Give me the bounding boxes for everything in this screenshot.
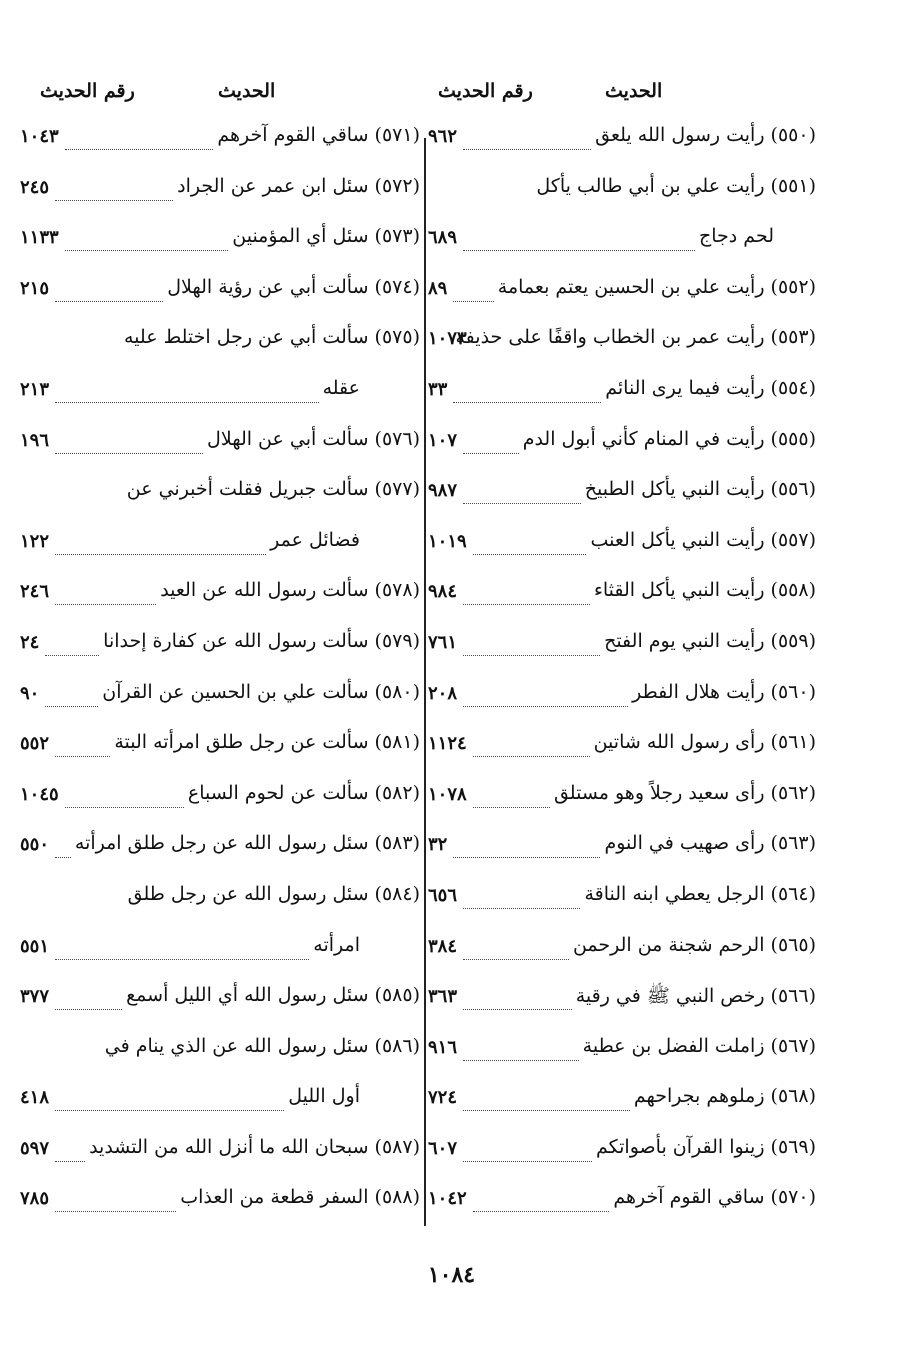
index-entry bbox=[20, 422, 420, 473]
entry-number: ٢٤٥ bbox=[20, 176, 50, 198]
entry-text: فضائل عمر bbox=[270, 528, 360, 551]
entry-text: (٥٦٩) زينوا القرآن بأصواتكم bbox=[596, 1135, 816, 1158]
entry-text: (٥٥٤) رأيت فيما يرى النائم bbox=[605, 376, 816, 399]
dot-leader bbox=[473, 1211, 610, 1212]
entry-text: (٥٥٣) رأيت عمر بن الخطاب واقفًا على حذيفة bbox=[455, 326, 816, 349]
dot-leader bbox=[45, 706, 98, 707]
dot-leader bbox=[55, 554, 266, 555]
dot-leader bbox=[65, 149, 214, 150]
index-entry bbox=[428, 725, 816, 776]
entry-text: (٥٥٢) رأيت علي بن الحسين يعتم بعمامة bbox=[497, 275, 816, 298]
dot-leader bbox=[45, 655, 99, 656]
index-entry bbox=[428, 675, 816, 726]
index-entry bbox=[20, 928, 420, 979]
entry-text: (٥٦٤) الرجل يعطي ابنه الناقة bbox=[584, 882, 816, 905]
index-entry bbox=[20, 320, 420, 371]
entry-text: (٥٧٠) ساقي القوم آخرهم bbox=[613, 1186, 816, 1209]
dot-leader bbox=[453, 402, 601, 403]
dot-leader bbox=[453, 301, 493, 302]
index-entry bbox=[428, 1180, 816, 1231]
entry-number: ٢٤ bbox=[20, 631, 40, 653]
index-entry bbox=[20, 1130, 420, 1181]
index-entry bbox=[20, 219, 420, 270]
entry-text: (٥٦٧) زاملت الفضل بن عطية bbox=[582, 1034, 816, 1057]
entry-text: (٥٨٣) سئل رسول الله عن رجل طلق امرأته bbox=[74, 832, 420, 855]
entry-number: ١١٢٤ bbox=[428, 733, 467, 755]
entry-text: (٥٦٦) رخص النبي ﷺ في رقية bbox=[575, 985, 816, 1008]
entry-number: ٩٨٧ bbox=[428, 480, 458, 502]
entry-text: (٥٨٤) سئل رسول الله عن رجل طلق bbox=[127, 882, 420, 905]
entry-number: ٥٥٢ bbox=[20, 733, 50, 755]
index-entry bbox=[20, 270, 420, 321]
entry-number: ٥٥٠ bbox=[20, 834, 50, 856]
entry-text: (٥٨٢) سألت عن لحوم السباع bbox=[187, 781, 420, 804]
entry-text: (٥٧٧) سألت جبريل فقلت أخبرني عن bbox=[126, 478, 420, 501]
page-number: ١٠٨٤ bbox=[427, 1262, 476, 1288]
entry-text: (٥٨٧) سبحان الله ما أنزل الله من التشديد bbox=[89, 1135, 420, 1158]
dot-leader bbox=[463, 959, 569, 960]
dot-leader bbox=[463, 655, 600, 656]
dot-leader bbox=[463, 149, 591, 150]
index-entry bbox=[20, 826, 420, 877]
index-column-right bbox=[428, 118, 816, 1231]
dot-leader bbox=[55, 959, 309, 960]
index-entry bbox=[428, 118, 816, 169]
index-entry bbox=[428, 270, 816, 321]
dot-leader bbox=[55, 200, 173, 201]
entry-number: ٩٨٤ bbox=[428, 581, 458, 603]
entry-number: ٤١٨ bbox=[20, 1087, 50, 1109]
entry-text: (٥٨١) سألت عن رجل طلق امرأته البتة bbox=[114, 731, 420, 754]
dot-leader bbox=[463, 1161, 592, 1162]
index-entry bbox=[428, 1079, 816, 1130]
dot-leader bbox=[453, 857, 600, 858]
index-entry bbox=[428, 978, 816, 1029]
entry-text: (٥٥١) رأيت علي بن أبي طالب يأكل bbox=[536, 174, 816, 197]
header-right-number: رقم الحديث bbox=[438, 80, 533, 102]
entry-number: ٦٠٧ bbox=[428, 1137, 458, 1159]
entry-number: ٩١٦ bbox=[428, 1036, 458, 1058]
entry-number: ٧٢٤ bbox=[428, 1087, 458, 1109]
entry-number: ٥٥١ bbox=[20, 935, 50, 957]
entry-number: ٧٦١ bbox=[428, 631, 458, 653]
index-entry bbox=[20, 118, 420, 169]
entry-text: (٥٧٣) سئل أي المؤمنين bbox=[232, 225, 420, 248]
index-entry bbox=[20, 675, 420, 726]
index-entry bbox=[428, 523, 816, 574]
entry-text: (٥٧٩) سألت رسول الله عن كفارة إحدانا bbox=[103, 629, 420, 652]
entry-number: ٥٩٧ bbox=[20, 1137, 50, 1159]
entry-text: (٥٦٥) الرحم شجنة من الرحمن bbox=[572, 933, 816, 956]
dot-leader bbox=[473, 554, 587, 555]
dot-leader bbox=[473, 756, 590, 757]
index-entry bbox=[428, 371, 816, 422]
entry-number: ١٠٤٥ bbox=[20, 783, 59, 805]
entry-text: (٥٧١) ساقي القوم آخرهم bbox=[217, 124, 420, 146]
entry-number: ٣٦٣ bbox=[428, 986, 458, 1008]
index-entry bbox=[20, 1079, 420, 1130]
entry-text: (٥٥٧) رأيت النبي يأكل العنب bbox=[590, 528, 816, 551]
entry-text: (٥٥٥) رأيت في المنام كأني أبول الدم bbox=[522, 427, 816, 450]
dot-leader bbox=[65, 250, 229, 251]
index-entry bbox=[428, 219, 816, 270]
dot-leader bbox=[55, 301, 163, 302]
index-entry bbox=[428, 1130, 816, 1181]
index-entry bbox=[428, 1029, 816, 1080]
entry-number: ٩٠ bbox=[20, 682, 40, 704]
entry-number: ٢١٥ bbox=[20, 277, 50, 299]
entry-number: ١١٣٣ bbox=[20, 227, 59, 249]
entry-text: (٥٨٨) السفر قطعة من العذاب bbox=[180, 1186, 420, 1209]
dot-leader bbox=[55, 1110, 284, 1111]
index-entry bbox=[20, 624, 420, 675]
entry-text: (٥٨٠) سألت علي بن الحسين عن القرآن bbox=[102, 680, 420, 703]
dot-leader bbox=[473, 807, 550, 808]
index-entry bbox=[428, 573, 816, 624]
entry-number: ١٠٤٢ bbox=[428, 1188, 467, 1210]
column-divider bbox=[424, 138, 426, 1226]
dot-leader bbox=[65, 807, 184, 808]
entry-number: ٦٥٦ bbox=[428, 884, 458, 906]
dot-leader bbox=[463, 706, 628, 707]
dot-leader bbox=[463, 1110, 630, 1111]
index-entry bbox=[20, 523, 420, 574]
index-entry bbox=[20, 169, 420, 220]
dot-leader bbox=[55, 1161, 85, 1162]
entry-text: (٥٧٤) سألت أبي عن رؤية الهلال bbox=[167, 275, 420, 298]
entry-number: ٢١٣ bbox=[20, 378, 50, 400]
entry-text: لحم دجاج bbox=[699, 225, 774, 248]
index-entry bbox=[20, 1180, 420, 1231]
index-entry bbox=[428, 877, 816, 928]
dot-leader bbox=[55, 1009, 122, 1010]
entry-text: (٥٦١) رأى رسول الله شاتين bbox=[593, 731, 816, 754]
entry-text: (٥٨٦) سئل رسول الله عن الذي ينام في bbox=[104, 1034, 420, 1057]
dot-leader bbox=[55, 604, 156, 605]
entry-text: (٥٧٥) سألت أبي عن رجل اختلط عليه bbox=[124, 326, 420, 349]
index-entry bbox=[428, 826, 816, 877]
index-entry bbox=[428, 472, 816, 523]
entry-number: ٣٣ bbox=[428, 378, 448, 400]
entry-number: ٦٨٩ bbox=[428, 227, 458, 249]
dot-leader bbox=[463, 1009, 572, 1010]
dot-leader bbox=[55, 857, 71, 858]
dot-leader bbox=[55, 453, 203, 454]
index-entry bbox=[20, 978, 420, 1029]
dot-leader bbox=[55, 402, 319, 403]
header-left-number: رقم الحديث bbox=[40, 80, 135, 102]
entry-text: (٥٨٥) سئل رسول الله أي الليل أسمع bbox=[126, 984, 420, 1007]
entry-text: (٥٧٦) سألت أبي عن الهلال bbox=[207, 427, 420, 450]
entry-number: ١٩٦ bbox=[20, 429, 50, 451]
index-entry bbox=[20, 573, 420, 624]
entry-number: ١٠٧٨ bbox=[428, 783, 467, 805]
dot-leader bbox=[463, 250, 695, 251]
dot-leader bbox=[463, 908, 580, 909]
dot-leader bbox=[463, 1060, 579, 1061]
index-column-left bbox=[20, 118, 420, 1231]
entry-text: (٥٧٢) سئل ابن عمر عن الجراد bbox=[177, 174, 420, 197]
entry-number: ٢٤٦ bbox=[20, 581, 50, 603]
index-entry bbox=[20, 877, 420, 928]
entry-text: (٥٦٢) رأى سعيد رجلاً وهو مستلق bbox=[553, 781, 816, 804]
dot-leader bbox=[55, 1211, 176, 1212]
entry-number: ١٢٢ bbox=[20, 530, 50, 552]
entry-number: ٢٠٨ bbox=[428, 682, 458, 704]
header-left-hadith: الحديث bbox=[218, 80, 276, 102]
entry-number: ١٠٧٣ bbox=[428, 328, 467, 350]
entry-text: (٥٦٠) رأيت هلال الفطر bbox=[632, 680, 816, 703]
entry-text: أول الليل bbox=[288, 1085, 360, 1108]
entry-text: (٥٥٦) رأيت النبي يأكل الطبيخ bbox=[584, 478, 816, 501]
entry-number: ٣٨٤ bbox=[428, 935, 458, 957]
dot-leader bbox=[463, 604, 590, 605]
index-entry bbox=[20, 472, 420, 523]
entry-text: (٥٥٩) رأيت النبي يوم الفتح bbox=[604, 629, 816, 652]
index-entry bbox=[428, 624, 816, 675]
entry-number: ١٠٤٣ bbox=[20, 126, 59, 147]
entry-text: (٥٥٨) رأيت النبي يأكل القثاء bbox=[593, 579, 816, 602]
entry-text: (٥٥٠) رأيت رسول الله يلعق bbox=[595, 124, 816, 146]
index-entry bbox=[428, 928, 816, 979]
entry-text: (٥٦٨) زملوهم بجراحهم bbox=[633, 1085, 816, 1108]
entry-number: ١٠١٩ bbox=[428, 530, 467, 552]
dot-leader bbox=[463, 503, 581, 504]
index-entry bbox=[20, 776, 420, 827]
entry-number: ٧٨٥ bbox=[20, 1188, 50, 1210]
index-entry bbox=[20, 1029, 420, 1080]
entry-text: (٥٦٣) رأى صهيب في النوم bbox=[604, 832, 816, 855]
entry-number: ٨٩ bbox=[428, 277, 448, 299]
dot-leader bbox=[463, 453, 519, 454]
entry-number: ١٠٧ bbox=[428, 429, 458, 451]
index-entry bbox=[20, 371, 420, 422]
entry-text: (٥٧٨) سألت رسول الله عن العيد bbox=[160, 579, 420, 602]
header-right-hadith: الحديث bbox=[605, 80, 663, 102]
entry-text: عقله bbox=[322, 376, 360, 399]
entry-number: ٣٢ bbox=[428, 834, 448, 856]
entry-number: ٩٦٢ bbox=[428, 126, 458, 147]
entry-text: امرأته bbox=[313, 933, 360, 956]
index-entry bbox=[428, 422, 816, 473]
dot-leader bbox=[55, 756, 110, 757]
entry-number: ٣٧٧ bbox=[20, 986, 50, 1008]
index-entry bbox=[428, 320, 816, 371]
index-entry bbox=[428, 169, 816, 220]
index-entry bbox=[20, 725, 420, 776]
index-entry bbox=[428, 776, 816, 827]
